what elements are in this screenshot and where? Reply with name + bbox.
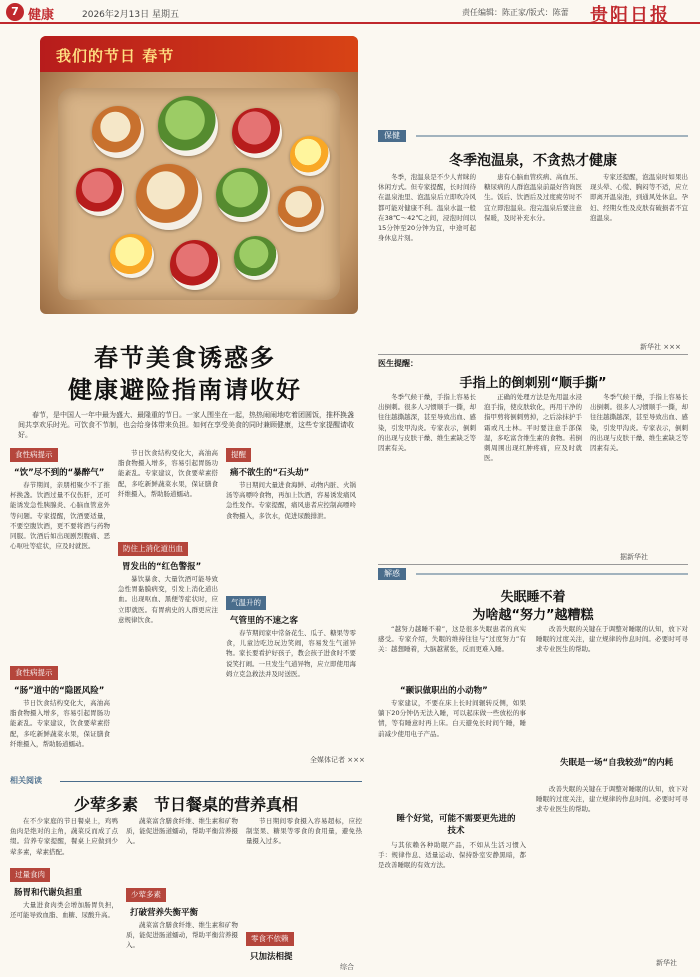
bottom-bar	[10, 775, 362, 787]
main-headline-line1: 春节美食诱惑多	[94, 343, 276, 372]
dish-icon	[92, 106, 144, 158]
festival-banner	[40, 36, 358, 72]
right-top-col2	[484, 172, 582, 338]
right-mid-tag: 医生提醒：	[378, 359, 418, 368]
bottom-text3b	[126, 920, 238, 966]
bottom-sub3: 零食不依赖	[246, 932, 294, 946]
right-bot-sub3: 睡个好觉，可能不需要更先进的技术	[396, 814, 516, 836]
right-bot-p1: “越努力越睡不着”，这是很多失眠患者的真实感受。专家介绍，失眠的维持往往与“过度努力”有关：越想睡着，大脑越紧张，反而更难入睡。	[378, 625, 526, 654]
sec3-tag: 提醒	[226, 448, 251, 462]
right-bot-title-line1: 失眠睡不着	[500, 590, 566, 605]
bottom-author: 综合	[340, 963, 354, 971]
bottom-text1	[10, 816, 118, 864]
sec2-tag: 食性病提示	[10, 666, 58, 680]
sec4-text: 暴饮暴食、大量饮酒可能导致急性胃黏膜病变，引发上消化道出血。出现呕血、黑便等症状时，应立即就医。有胃病史的人群更应注意规律饮食。	[118, 575, 218, 624]
sec5-tag: 气温升的	[226, 596, 266, 610]
dish-icon	[136, 164, 202, 230]
main-author: 全媒体记者 ×××	[310, 756, 365, 764]
right-bot-p3a: 改善失眠的关键在于调整对睡眠的认知，放下对睡眠的过度关注，建立规律的作息时间。必要时可寻求专业医生的帮助。	[536, 625, 688, 654]
right-top-tag: 保健	[378, 130, 406, 142]
bottom-text4a	[246, 816, 362, 926]
dish-icon	[158, 96, 218, 156]
right-mid-text2: 正确的处理方法是先用温水浸泡手指，使皮肤软化，再用干净的指甲剪将倒刺剪掉，之后涂抹护手霜或凡士林。平时要注意手部保湿，多吃富含维生素的食物。若倒刺周围出现红肿疼痛，应及时就医。	[484, 393, 582, 463]
sec4-tag: 防住上消化道出血	[118, 542, 188, 556]
divider-line	[416, 573, 688, 575]
main-headline-line2: 健康避险指南请收好	[68, 375, 302, 404]
sec5-title: 气管里的不速之客	[230, 616, 299, 626]
sec2-body	[10, 698, 110, 768]
bottom-title: 少荤多素 节日餐桌的营养真相	[73, 795, 298, 814]
bottom-sub1b: 肠胃和代谢负担重	[14, 888, 83, 898]
divider-line	[60, 781, 362, 782]
sec1-text: 春节期间，亲朋相聚少不了推杯换盏。饮酒过量不仅伤肝，还可能诱发急性胰腺炎、心脑血管意外等问题。专家提醒，饮酒要适量，不要空腹饮酒，更不要将酒与药物同服。饮酒后如出现剧烈腹痛、恶心呕吐等症状，应及时就医。	[10, 481, 110, 551]
dish-icon	[232, 108, 282, 158]
divider-line	[378, 564, 688, 565]
page-header	[0, 0, 700, 24]
right-bot-text2	[378, 698, 526, 808]
divider-line	[378, 354, 688, 355]
right-bot-p4: 与其依赖各种助眠产品，不如从生活习惯入手：规律作息、适量运动、保持卧室安静黑暗，都是改善睡眠的有效方法。	[378, 841, 526, 870]
sec3-text: 节日期间大量进食海鲜、动物内脏、火锅汤等高嘌呤食物，再加上饮酒，容易诱发痛风急性发作。专家提醒，痛风患者应控制高嘌呤食物摄入，多饮水，促进尿酸排泄。	[226, 481, 356, 520]
right-bot-sub2: 失眠是一场“自我较劲”的内耗	[560, 758, 674, 768]
sec4-body	[118, 574, 218, 768]
main-lede	[18, 410, 358, 440]
bottom-sub1: 过量食肉	[10, 868, 50, 882]
sec2-title: “肠”道中的“隐匿风险”	[14, 686, 105, 696]
right-mid-text1: 冬季气候干燥，手指上容易长出倒刺。很多人习惯顺手一撕，却往往越撕越深，甚至导致出血、感染，引发甲沟炎。专家表示，倒刺的出现与皮肤干燥、维生素缺乏等因素有关。	[378, 393, 476, 453]
sec1-body	[10, 480, 110, 660]
right-top-text3: 专家还提醒，泡温泉时如果出现头晕、心慌、胸闷等不适，应立即离开温泉池，到通风处休息。孕妇、经期女性及皮肤有破损者不宜泡温泉。	[590, 173, 688, 222]
newspaper-logo: 贵阳日报	[590, 5, 670, 26]
dish-icon	[216, 168, 270, 222]
right-bot-p3b: 改善失眠的关键在于调整对睡眠的认知，放下对睡眠的过度关注，建立规律的作息时间。必要时可寻求专业医生的帮助。	[536, 785, 688, 814]
dish-icon	[76, 168, 124, 216]
right-bot-text4	[378, 840, 526, 966]
section-name: 健康	[28, 8, 55, 23]
right-top-author: 新华社 ×××	[640, 343, 681, 351]
sec5-text: 春节期间家中常备花生、瓜子、糖果等零食，儿童边吃边玩边笑闹，容易发生气道异物。家长要看护好孩子，教会孩子进食时不要说笑打闹。一旦发生气道异物，应立即使用海姆立克急救法并及时送医。	[226, 629, 356, 678]
bottom-p4a: 节日期间零食摄入容易超标，应控制坚果、糖果等零食的食用量，避免热量摄入过多。	[246, 817, 362, 846]
right-bot-p2: 专家建议，不要在床上长时间辗转反侧，如果躺下20分钟仍无法入睡，可以起床做一些放松的事情，等有睡意时再上床。白天避免长时间午睡，睡前减少使用电子产品。	[378, 699, 526, 738]
bottom-sub2b: 打破营养失衡平衡	[130, 908, 199, 918]
right-bot-bar	[378, 568, 688, 580]
bottom-text3a	[126, 816, 238, 882]
right-mid-col1	[378, 392, 476, 550]
right-bot-text3a	[536, 624, 688, 750]
sec4-title: 胃发出的“红色警报”	[122, 562, 202, 572]
sec3-body	[226, 480, 356, 590]
bottom-text2	[10, 900, 118, 966]
page-number: 7	[6, 3, 24, 21]
right-bot-text1	[378, 624, 526, 680]
divider-line	[416, 135, 688, 137]
sec3-title: 痛不欲生的“石头劫”	[230, 468, 310, 478]
hero-photo	[40, 36, 358, 314]
bottom-sub2: 少荤多素	[126, 888, 166, 902]
right-top-col3	[590, 172, 688, 338]
sec2-text: 节日饮食结构变化大，高油高脂食物摄入增多，容易引起胃肠功能紊乱。专家建议，饮食要荤素搭配，多吃新鲜蔬菜水果，保证膳食纤维摄入，帮助肠道蠕动。	[10, 699, 110, 748]
issue-date: 2026年2月13日 星期五	[82, 10, 179, 20]
col2-body	[118, 448, 218, 536]
bottom-p3b: 蔬菜富含膳食纤维、维生素和矿物质，能促进肠道蠕动，帮助平衡营养摄入。	[126, 921, 238, 950]
dish-icon	[170, 240, 220, 290]
right-top-col1	[378, 172, 476, 338]
bottom-tag: 相关阅读	[10, 776, 42, 785]
right-mid-text3: 冬季气候干燥，手指上容易长出倒刺。很多人习惯顺手一撕，却往往越撕越深，甚至导致出血、感染，引发甲沟炎。专家表示，倒刺的出现与皮肤干燥、维生素缺乏等因素有关。	[590, 393, 688, 453]
right-top-text2: 患有心脑血管疾病、高血压、糖尿病的人群泡温泉前最好咨询医生。饭后、饮酒后及过度疲劳时不宜立即泡温泉。泡完温泉后要注意保暖，及时补充水分。	[484, 173, 582, 222]
sec5-body	[226, 628, 356, 748]
sec1-title: “饮”尽不到的“暴醉气”	[14, 468, 105, 478]
lede-text: 春节，是中国人一年中最为盛大、最隆重的节日。一家人围坐在一起，热热闹闹地吃着团圆饭，推杯换盏间共享欢乐时光。可饮食不节制，也会给身体带来负担。如何在享受美食的同时兼顾健康，这些专家提醒请收好。	[18, 411, 354, 439]
sec1-tag: 食性病提示	[10, 448, 58, 462]
bottom-sub3b: 只加法相提	[250, 952, 293, 962]
right-mid-col3	[590, 392, 688, 550]
dish-icon	[110, 234, 154, 278]
right-bot-sub1: “颞识做职出的小动物”	[400, 686, 488, 696]
dish-icon	[278, 186, 324, 232]
right-bot-tag: 解惑	[378, 568, 406, 580]
right-top-title: 冬季泡温泉，不贪热才健康	[449, 153, 617, 169]
right-mid-col2	[484, 392, 582, 550]
right-top-bar	[378, 130, 688, 142]
bottom-p3a: 蔬菜富含膳食纤维、维生素和矿物质，能促进肠道蠕动，帮助平衡营养摄入。	[126, 817, 238, 846]
right-bot-author: 新华社	[656, 959, 677, 967]
right-mid-title: 手指上的倒刺别“顺手撕”	[459, 376, 607, 391]
editor-credits: 责任编辑：陈正家/版式：陈蕾	[462, 8, 569, 17]
right-mid-author: 据新华社	[620, 553, 648, 561]
dish-icon	[290, 136, 330, 176]
bottom-p2: 大量进食肉类会增加肠胃负担，还可能导致血脂、血糖、尿酸升高。	[10, 901, 118, 920]
col2-text: 节日饮食结构变化大，高油高脂食物摄入增多，容易引起胃肠功能紊乱。专家建议，饮食要荤素搭配，多吃新鲜蔬菜水果，保证膳食纤维摄入，帮助肠道蠕动。	[118, 449, 218, 498]
dish-icon	[234, 236, 278, 280]
festival-banner-text: 我们的节日 春节	[56, 47, 175, 65]
right-bot-text3b	[536, 784, 688, 954]
right-top-text1: 冬季，泡温泉是不少人青睐的休闲方式。但专家提醒，长时间待在温泉池里、泡温泉后立即吹冷风都可能对健康不利。温泉水温一般在38℃～42℃之间，浸泡时间以15分钟至20分钟为宜，中途可起身休息片刻。	[378, 173, 476, 243]
right-bot-title-line2: 为啥越“努力”越糟糕	[472, 608, 594, 623]
bottom-p1: 在不少家庭的节日餐桌上，鸡鸭鱼肉是绝对的主角，蔬菜反而成了点缀。营养专家提醒，餐桌上应做到少荤多素，荤素搭配。	[10, 817, 118, 856]
